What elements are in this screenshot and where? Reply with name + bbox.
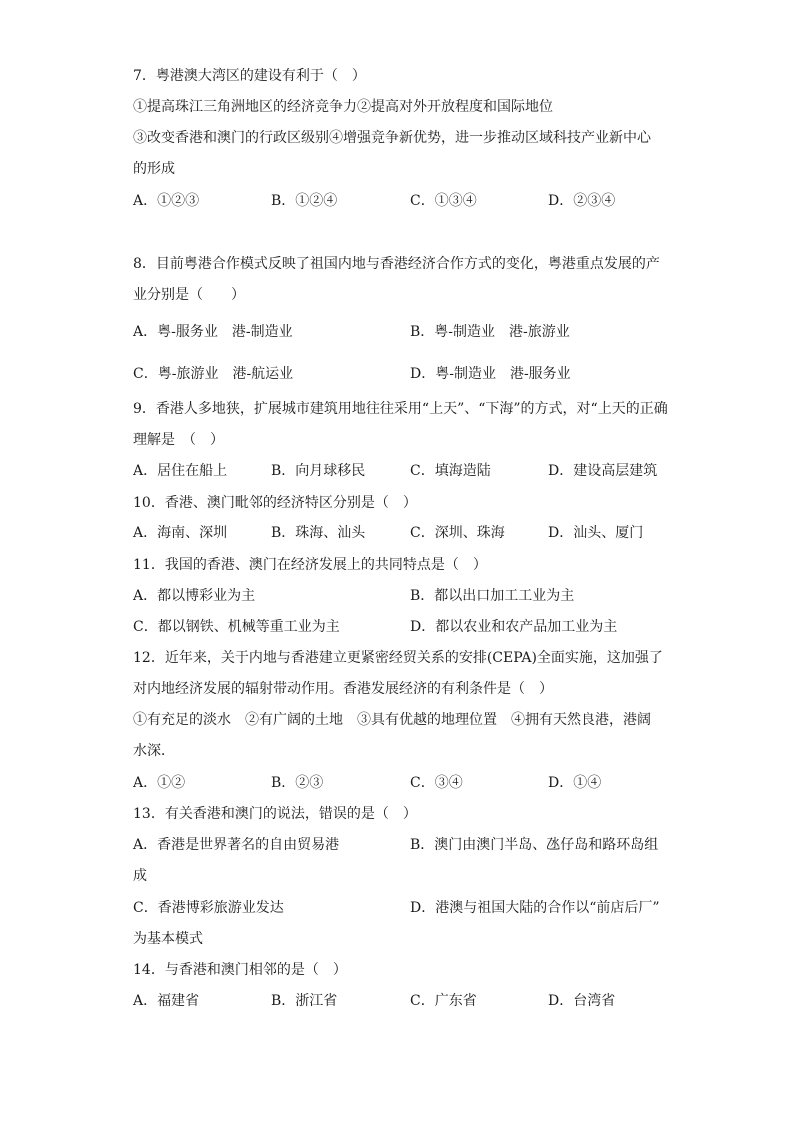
q13-option-d[interactable]: D．港澳与祖国大陆的合作以“前店后厂” <box>410 900 660 916</box>
q7-stem-line-3: ③改变香港和澳门的行政区级别④增强竞争新优势，进一步推动区域科技产业新中心 <box>133 130 651 146</box>
q10-stem-line-1: 10．香港、澳门毗邻的经济特区分别是（ ） <box>133 495 417 511</box>
q8-option-d[interactable]: D．粤-制造业 港-服务业 <box>410 366 571 382</box>
q10-option-a[interactable]: A．海南、深圳 <box>133 525 228 541</box>
q8-option-c[interactable]: C．粤-旅游业 港-航运业 <box>133 366 294 382</box>
q9-option-d[interactable]: D．建设高层建筑 <box>548 463 658 479</box>
q11-option-c[interactable]: C．都以钢铁、机械等重工业为主 <box>133 619 340 635</box>
q13-option-d-continued: 为基本模式 <box>133 931 203 947</box>
q12-stem-line-3: ①有充足的淡水 ②有广阔的土地 ③具有优越的地理位置 ④拥有天然良港，港阔 <box>133 712 651 728</box>
q7-option-d[interactable]: D．②③④ <box>548 193 616 209</box>
q7-stem-line-1: 7．粤港澳大湾区的建设有利于（ ） <box>133 68 366 84</box>
q12-option-c[interactable]: C．③④ <box>410 775 463 791</box>
q8-option-b[interactable]: B．粤-制造业 港-旅游业 <box>410 324 570 340</box>
q12-stem-line-1: 12．近年来，关于内地与香港建立更紧密经贸关系的安排(CEPA)全面实施，这加强了 <box>133 650 663 666</box>
q13-option-b-continued: 成 <box>133 868 147 884</box>
q11-option-b[interactable]: B．都以出口加工工业为主 <box>410 588 575 604</box>
q14-option-d[interactable]: D．台湾省 <box>548 993 616 1009</box>
q7-option-c[interactable]: C．①③④ <box>410 193 477 209</box>
q9-stem-line-2: 理解是 （ ） <box>133 432 224 448</box>
q12-option-d[interactable]: D．①④ <box>548 775 602 791</box>
q7-stem-line-2: ①提高珠江三角洲地区的经济竞争力②提高对外开放程度和国际地位 <box>133 99 553 115</box>
q8-stem-line-2: 业分别是（ ） <box>133 287 245 303</box>
q12-stem-line-2: 对内地经济发展的辐射带动作用。香港发展经济的有利条件是（ ） <box>133 681 553 697</box>
q9-option-c[interactable]: C．填海造陆 <box>410 463 491 479</box>
q8-stem-line-1: 8．目前粤港合作模式反映了祖国内地与香港经济合作方式的变化，粤港重点发展的产 <box>133 256 660 272</box>
q14-option-a[interactable]: A．福建省 <box>133 993 200 1009</box>
q13-stem-line-1: 13．有关香港和澳门的说法，错误的是（ ） <box>133 806 417 822</box>
q12-option-a[interactable]: A．①② <box>133 775 186 791</box>
q10-option-c[interactable]: C．深圳、珠海 <box>410 525 505 541</box>
q9-stem-line-1: 9．香港人多地狭，扩展城市建筑用地往往采用“上天”、“下海”的方式，对“上天的正确 <box>133 401 668 417</box>
q13-option-c[interactable]: C．香港博彩旅游业发达 <box>133 900 284 916</box>
q11-stem-line-1: 11．我国的香港、澳门在经济发展上的共同特点是（ ） <box>133 557 487 573</box>
q13-option-a[interactable]: A．香港是世界著名的自由贸易港 <box>133 837 340 853</box>
q11-option-a[interactable]: A．都以博彩业为主 <box>133 588 256 604</box>
q7-option-a[interactable]: A．①②③ <box>133 193 200 209</box>
q14-option-c[interactable]: C．广东省 <box>410 993 477 1009</box>
q14-stem-line-1: 14．与香港和澳门相邻的是（ ） <box>133 962 347 978</box>
q8-option-a[interactable]: A．粤-服务业 港-制造业 <box>133 324 293 340</box>
q10-option-b[interactable]: B．珠海、汕头 <box>271 525 366 541</box>
q10-option-d[interactable]: D．汕头、厦门 <box>548 525 644 541</box>
q12-option-b[interactable]: B．②③ <box>271 775 324 791</box>
q9-option-b[interactable]: B．向月球移民 <box>271 463 366 479</box>
q14-option-b[interactable]: B．浙江省 <box>271 993 338 1009</box>
q13-option-b[interactable]: B．澳门由澳门半岛、氹仔岛和路环岛组 <box>410 837 659 853</box>
q11-option-d[interactable]: D．都以农业和农产品加工业为主 <box>410 619 618 635</box>
q7-stem-line-4: 的形成 <box>133 161 175 177</box>
q7-option-b[interactable]: B．①②④ <box>271 193 338 209</box>
q12-stem-line-4: 水深． <box>133 743 175 759</box>
q9-option-a[interactable]: A．居住在船上 <box>133 463 228 479</box>
